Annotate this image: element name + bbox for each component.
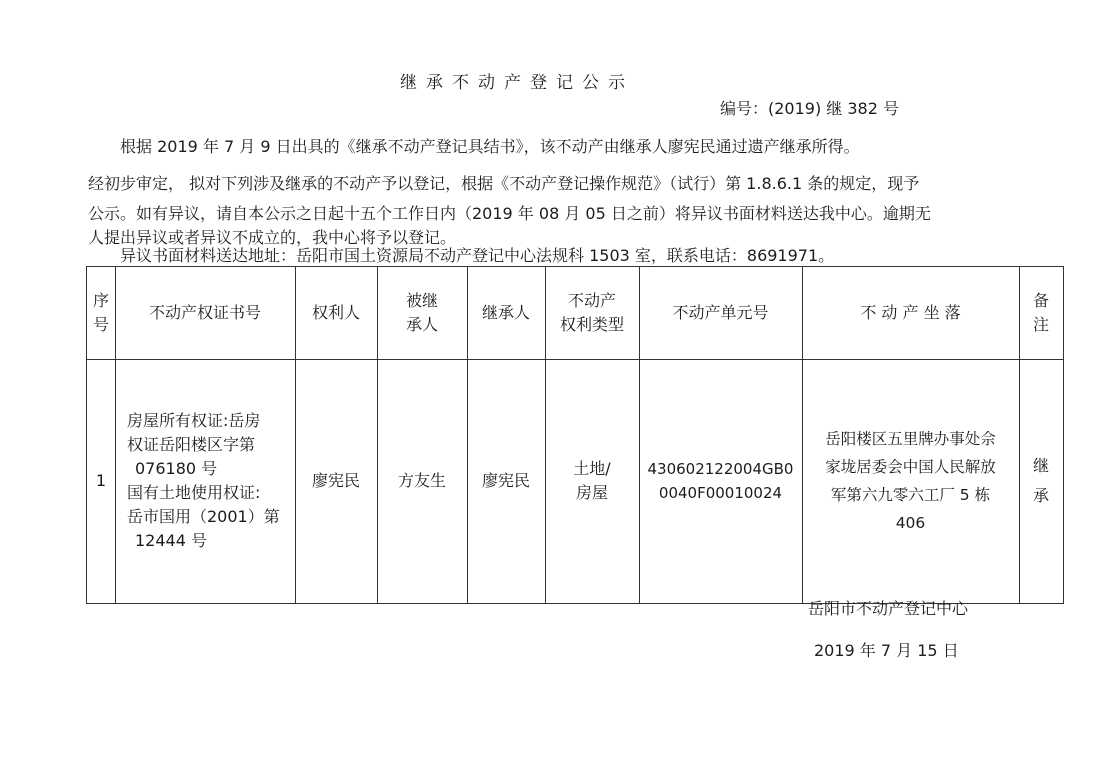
header-heir: 继承人: [481, 303, 530, 322]
table-row-right-type: 土地/ 房屋: [573, 459, 611, 502]
document-title: 继承不动产登记公示: [400, 73, 634, 93]
document-number: 编号：(2019) 继 382 号: [720, 99, 900, 118]
registration-table: [86, 266, 1064, 604]
header-location: 不 动 产 坐 落: [860, 303, 961, 322]
header-decedent: 被继 承人: [405, 291, 438, 334]
table-row-unit-number: 430602122004GB0 0040F00010024: [647, 460, 794, 502]
table-row-heir: 廖宪民: [481, 471, 530, 490]
table-row-location: 岳阳楼区五里牌办事处佘 家垅居委会中国人民解放 军第六九零六工厂 5 栋 406: [825, 430, 996, 532]
table-row-note: 继 承: [1032, 456, 1049, 505]
header-unit-number: 不动产单元号: [672, 303, 769, 322]
table-row-certificate-number: 房屋所有权证:岳房 权证岳阳楼区字第 076180 号 国有土地使用权证: 岳市国用（2001）第 12444 号: [127, 411, 280, 550]
header-note: 备 注: [1032, 291, 1049, 334]
issuer-name: 岳阳市不动产登记中心: [808, 599, 969, 618]
table-row-seq: 1: [95, 471, 107, 490]
notice-paragraph-4: 人提出异议或者异议不成立的，我中心将予以登记。: [88, 228, 457, 247]
header-certificate-number: 不动产权证书号: [148, 303, 261, 322]
header-right-type: 不动产 权利类型: [559, 291, 624, 334]
notice-paragraph-3: 公示。如有异议，请自本公示之日起十五个工作日内（2019 年 08 月 05 日之前）将异议书面材料送达我中心。逾期无: [88, 204, 931, 223]
table-row-right-holder: 廖宪民: [311, 471, 360, 490]
issue-date: 2019 年 7 月 15 日: [814, 641, 959, 660]
table-row-decedent: 方友生: [397, 471, 446, 490]
notice-paragraph-2: 经初步审定， 拟对下列涉及继承的不动产予以登记，根据《不动产登记操作规范》（试行）第 1.8.6.1 条的规定，现予: [88, 174, 920, 193]
objection-address: 异议书面材料送达地址：岳阳市国土资源局不动产登记中心法规科 1503 室，联系电话：8691971。: [120, 246, 835, 265]
header-right-holder: 权利人: [311, 303, 360, 322]
notice-paragraph-1: 根据 2019 年 7 月 9 日出具的《继承不动产登记具结书》，该不动产由继承人廖宪民通过遗产继承所得。: [120, 137, 860, 156]
header-seq: 序 号: [92, 291, 109, 334]
